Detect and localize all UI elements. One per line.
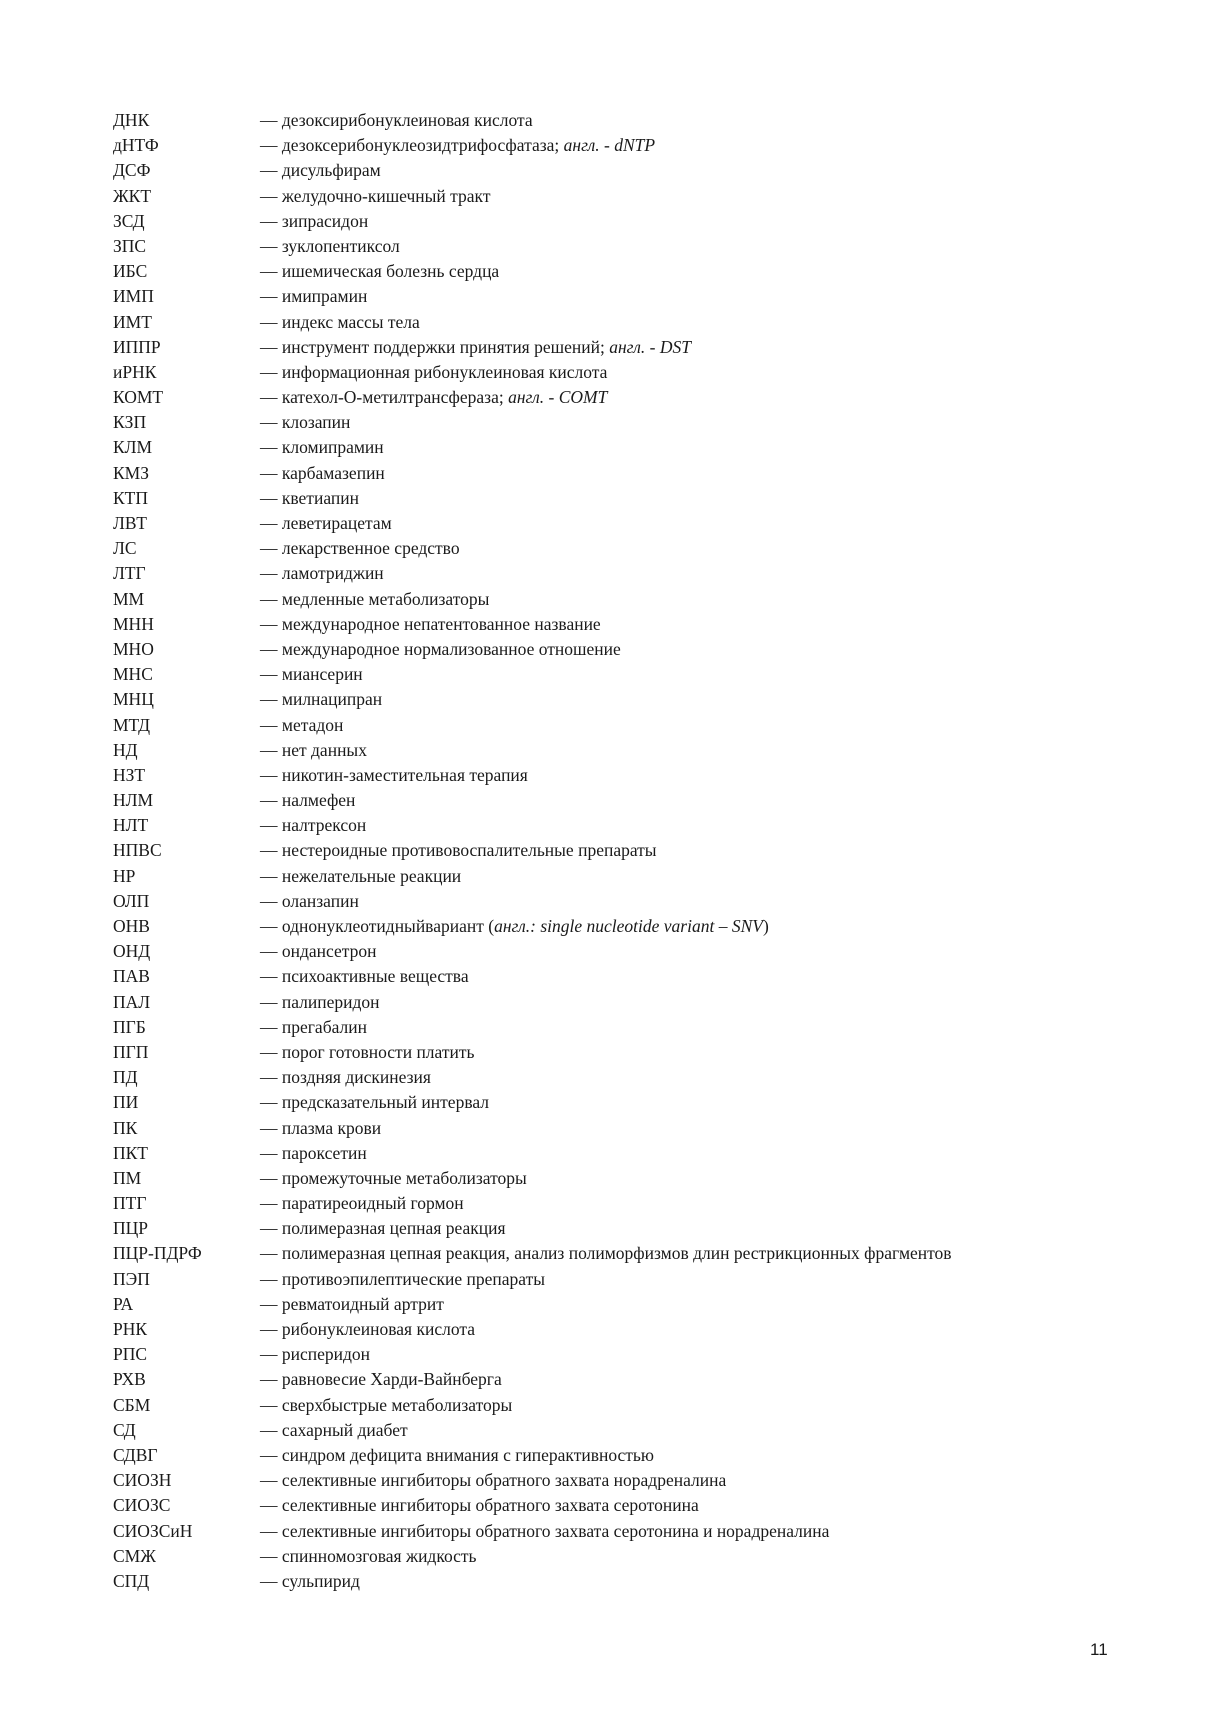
abbreviation-entry	[113, 360, 1113, 385]
abbreviation: ПЦР	[113, 1218, 149, 1239]
definition-text: — однонуклеотидныйвариант (	[260, 916, 495, 936]
definition-text: — психоактивные вещества	[260, 966, 469, 987]
definition-text: — пароксетин	[260, 1142, 367, 1163]
abbreviation-entry	[113, 435, 1113, 460]
definition-text: — индекс массы тела	[260, 311, 420, 332]
abbreviation-entry	[113, 990, 1113, 1015]
definition	[260, 1443, 654, 1468]
abbreviation-entry	[113, 1040, 1113, 1065]
abbreviation: ММ	[113, 588, 145, 609]
definition	[260, 864, 461, 889]
abbreviation: НЛМ	[113, 790, 154, 811]
definition	[260, 1468, 726, 1493]
definition	[260, 561, 384, 586]
definition	[260, 385, 607, 410]
definition-text: — клозапин	[260, 412, 351, 433]
abbreviation-entry	[113, 713, 1113, 738]
definition	[260, 1116, 381, 1141]
abbreviation-entry	[113, 184, 1113, 209]
abbreviation: НЛТ	[113, 815, 149, 836]
abbreviation-entry	[113, 108, 1113, 133]
definition	[260, 461, 385, 486]
abbreviation-entry	[113, 788, 1113, 813]
definition-text: — промежуточные метаболизаторы	[260, 1167, 527, 1188]
abbreviation: НР	[113, 865, 136, 886]
definition	[260, 939, 377, 964]
abbreviation-entry	[113, 687, 1113, 712]
definition-text: — порог готовности платить	[260, 1041, 475, 1062]
definition	[260, 234, 400, 259]
definition-text: — полимеразная цепная реакция, анализ полиморфизмов длин рестрикционных фрагментов	[260, 1243, 952, 1264]
abbreviation: МНО	[113, 638, 154, 659]
definition-text: — международное нормализованное отношение	[260, 638, 621, 659]
definition	[260, 1544, 477, 1569]
definition	[260, 662, 363, 687]
abbreviation-entry	[113, 587, 1113, 612]
abbreviation-entry	[113, 1367, 1113, 1392]
abbreviation-entry	[113, 385, 1113, 410]
abbreviation-entry	[113, 1141, 1113, 1166]
definition	[260, 360, 607, 385]
abbreviation: НД	[113, 739, 138, 760]
abbreviation: СДВГ	[113, 1444, 158, 1465]
abbreviation: ПЦР-ПДРФ	[113, 1243, 202, 1264]
definition	[260, 1141, 367, 1166]
definition	[260, 1519, 829, 1544]
abbreviation-entry	[113, 410, 1113, 435]
abbreviation: КМЗ	[113, 462, 149, 483]
definition	[260, 435, 384, 460]
abbreviation: ИМП	[113, 286, 154, 307]
abbreviation: ЗСД	[113, 210, 145, 231]
abbreviation: ПАВ	[113, 966, 150, 987]
abbreviation-entry	[113, 939, 1113, 964]
definition	[260, 1241, 952, 1266]
definition-text: — дезоксерибонуклеозидтрифосфатаза;	[260, 135, 564, 156]
abbreviation-entry	[113, 284, 1113, 309]
abbreviation: ЖКТ	[113, 185, 152, 206]
definition-text: — медленные метаболизаторы	[260, 588, 490, 609]
definition	[260, 536, 460, 561]
abbreviation: СИОЗСиН	[113, 1520, 193, 1541]
abbreviation-entry	[113, 738, 1113, 763]
abbreviation-entry	[113, 1216, 1113, 1241]
definition	[260, 763, 528, 788]
definition-text: — никотин-заместительная терапия	[260, 764, 528, 785]
definition-text: — сверхбыстрые метаболизаторы	[260, 1394, 513, 1415]
abbreviation: ИППР	[113, 336, 161, 357]
definition-text: — зипрасидон	[260, 210, 369, 231]
definition-text: — зуклопентиксол	[260, 235, 400, 256]
abbreviation: ИБС	[113, 261, 148, 282]
definition-text: — леветирацетам	[260, 513, 392, 533]
definition-text: — международное непатентованное название	[260, 613, 601, 634]
definition	[260, 813, 366, 838]
abbreviation: НПВС	[113, 840, 162, 861]
definition	[260, 990, 380, 1015]
abbreviation-entry	[113, 1191, 1113, 1216]
definition	[260, 687, 382, 712]
definition-text: — селективные ингибиторы обратного захвата серотонина	[260, 1495, 699, 1516]
abbreviation-entry	[113, 763, 1113, 788]
abbreviation-entry	[113, 612, 1113, 637]
definition-text: — нестероидные противовоспалительные препараты	[260, 840, 657, 861]
english-equivalent: англ. - dNTP	[563, 135, 656, 156]
abbreviation-entry	[113, 158, 1113, 183]
abbreviation: ИМТ	[113, 311, 152, 332]
abbreviation: РПС	[113, 1344, 148, 1365]
definition-text: — сахарный диабет	[260, 1419, 408, 1440]
abbreviation-entry	[113, 133, 1113, 158]
abbreviation: РХВ	[113, 1369, 146, 1390]
abbreviation-entry	[113, 1241, 1113, 1266]
abbreviation: МНС	[113, 664, 153, 685]
abbreviation-entry	[113, 662, 1113, 687]
definition	[260, 1569, 360, 1594]
definition	[260, 1292, 444, 1317]
abbreviation-entry	[113, 964, 1113, 989]
definition	[260, 1090, 489, 1115]
abbreviation-list	[113, 108, 1113, 1594]
abbreviation: ПИ	[113, 1092, 139, 1113]
definition	[260, 637, 621, 662]
definition	[260, 1393, 512, 1418]
abbreviation-entry	[113, 1065, 1113, 1090]
definition-text: — палиперидон	[260, 991, 380, 1012]
definition-text: — ондансетрон	[260, 941, 377, 962]
abbreviation: дНТФ	[113, 135, 159, 156]
definition	[260, 1015, 367, 1040]
definition	[260, 511, 392, 536]
definition	[260, 310, 420, 335]
definition	[260, 335, 691, 360]
definition-text: — противоэпилептические препараты	[260, 1268, 546, 1289]
definition-text: — милнаципран	[260, 689, 383, 710]
abbreviation-entry	[113, 1443, 1113, 1468]
abbreviation-entry	[113, 1393, 1113, 1418]
abbreviation: РА	[113, 1293, 134, 1314]
abbreviation-entry	[113, 234, 1113, 259]
definition-text: — нежелательные реакции	[260, 865, 462, 886]
definition-text: — нет данных	[260, 739, 367, 760]
english-equivalent: англ. - DST	[609, 336, 691, 357]
abbreviation-entry	[113, 310, 1113, 335]
abbreviation: ПКТ	[113, 1142, 148, 1163]
definition	[260, 1493, 699, 1518]
definition-text: — кветиапин	[260, 487, 359, 508]
definition	[260, 1367, 502, 1392]
abbreviation: иРНК	[113, 361, 157, 382]
abbreviation-entry	[113, 1292, 1113, 1317]
abbreviation-entry	[113, 536, 1113, 561]
abbreviation-entry	[113, 1544, 1113, 1569]
definition-text: — лекарственное средство	[260, 538, 460, 559]
abbreviation-entry	[113, 1166, 1113, 1191]
definition-text: — имипрамин	[260, 286, 368, 307]
definition	[260, 738, 367, 763]
abbreviation: ПГП	[113, 1041, 149, 1062]
abbreviation: СИОЗН	[113, 1470, 172, 1491]
definition-text: — дисульфирам	[260, 160, 381, 181]
page-number: 11	[1090, 1640, 1108, 1659]
abbreviation-entry	[113, 209, 1113, 234]
abbreviation-entry	[113, 1090, 1113, 1115]
definition	[260, 259, 499, 284]
definition	[260, 1040, 475, 1065]
english-equivalent: англ. - COMT	[508, 387, 608, 408]
definition	[260, 108, 533, 133]
definition	[260, 486, 359, 511]
definition-text: — паратиреоидный гормон	[260, 1193, 464, 1214]
abbreviation: СМЖ	[113, 1545, 156, 1566]
definition	[260, 713, 343, 738]
definition-text: — синдром дефицита внимания с гиперактивностью	[260, 1444, 654, 1465]
definition	[260, 184, 490, 209]
definition	[260, 410, 350, 435]
definition-text: — налмефен	[260, 790, 356, 811]
abbreviation-entry	[113, 864, 1113, 889]
abbreviation: ЛС	[113, 538, 137, 559]
definition-text: — инструмент поддержки принятия решений;	[260, 336, 610, 357]
abbreviation-entry	[113, 461, 1113, 486]
abbreviation-entry	[113, 1116, 1113, 1141]
abbreviation: ОЛП	[113, 890, 150, 911]
definition-text: — дезоксирибонуклеиновая кислота	[260, 110, 533, 130]
abbreviation-entry	[113, 1418, 1113, 1443]
abbreviation: ПМ	[113, 1167, 142, 1188]
definition-text: — ревматоидный артрит	[260, 1293, 444, 1314]
abbreviation: МТД	[113, 714, 151, 735]
definition	[260, 1418, 408, 1443]
abbreviation: ОНВ	[113, 916, 150, 936]
abbreviation: КТП	[113, 487, 148, 508]
definition-text: — миансерин	[260, 664, 363, 685]
definition	[260, 838, 657, 863]
definition-text: — информационная рибонуклеиновая кислота	[260, 361, 608, 382]
abbreviation: СД	[113, 1419, 136, 1440]
abbreviation: МНЦ	[113, 689, 154, 710]
abbreviation: ПД	[113, 1067, 138, 1088]
definition	[260, 133, 655, 158]
definition	[260, 587, 489, 612]
abbreviation-entry	[113, 561, 1113, 586]
definition-text: — метадон	[260, 714, 344, 735]
abbreviation: ЛТГ	[113, 563, 146, 584]
definition-text: — оланзапин	[260, 890, 359, 911]
definition-text: — ламотриджин	[260, 563, 384, 584]
definition	[260, 209, 368, 234]
definition	[260, 964, 469, 989]
definition-text: — предсказательный интервал	[260, 1092, 490, 1113]
abbreviation: НЗТ	[113, 764, 146, 785]
abbreviation: ПАЛ	[113, 991, 151, 1012]
definition-text: — ишемическая болезнь сердца	[260, 261, 500, 282]
abbreviation-entry	[113, 511, 1113, 536]
definition-text: — спинномозговая жидкость	[260, 1545, 477, 1566]
definition-text: — равновесие Харди-Вайнберга	[260, 1369, 502, 1390]
definition	[260, 1342, 370, 1367]
abbreviation: СПД	[113, 1570, 150, 1591]
definition	[260, 914, 769, 939]
abbreviation: ЛВТ	[113, 513, 148, 533]
abbreviation: СБМ	[113, 1394, 151, 1415]
definition	[260, 889, 359, 914]
abbreviation-entry	[113, 259, 1113, 284]
abbreviation-entry	[113, 1468, 1113, 1493]
definition	[260, 1216, 506, 1241]
abbreviation-entry	[113, 1493, 1113, 1518]
definition	[260, 1065, 431, 1090]
abbreviation-entry	[113, 1519, 1113, 1544]
definition	[260, 1166, 527, 1191]
definition	[260, 1267, 545, 1292]
definition-text: — поздняя дискинезия	[260, 1067, 431, 1088]
definition-text: — полимеразная цепная реакция	[260, 1218, 506, 1239]
abbreviation: ОНД	[113, 941, 151, 962]
abbreviation: ДНК	[113, 110, 150, 130]
definition	[260, 284, 367, 309]
abbreviation-entry	[113, 914, 1113, 939]
definition-text: — селективные ингибиторы обратного захвата серотонина и норадреналина	[260, 1520, 830, 1541]
abbreviation: КЛМ	[113, 437, 153, 458]
definition-text: — плазма крови	[260, 1117, 382, 1138]
closing-parenthesis: )	[762, 916, 769, 936]
abbreviation: КОМТ	[113, 387, 164, 408]
abbreviation-entry	[113, 335, 1113, 360]
abbreviation: КЗП	[113, 412, 147, 433]
abbreviation-entry	[113, 1317, 1113, 1342]
abbreviation-entry	[113, 813, 1113, 838]
abbreviation: РНК	[113, 1319, 148, 1339]
abbreviation: ПГБ	[113, 1016, 146, 1037]
definition	[260, 788, 355, 813]
abbreviation: ПТГ	[113, 1193, 147, 1214]
definition	[260, 1317, 475, 1342]
abbreviation: ДСФ	[113, 160, 151, 181]
abbreviation: ПЭП	[113, 1268, 150, 1289]
english-equivalent: англ.: single nucleotide variant – SNV	[494, 916, 763, 936]
abbreviation: ПК	[113, 1117, 138, 1138]
abbreviation-entry	[113, 889, 1113, 914]
abbreviation-entry	[113, 1569, 1113, 1594]
definition-text: — карбамазепин	[260, 462, 385, 483]
definition-text: — селективные ингибиторы обратного захвата норадреналина	[260, 1470, 727, 1491]
definition-text: — катехол-О-метилтрансфераза;	[260, 387, 509, 408]
abbreviation-entry	[113, 1267, 1113, 1292]
abbreviation-entry	[113, 637, 1113, 662]
definition	[260, 612, 601, 637]
definition-text: — прегабалин	[260, 1016, 367, 1037]
definition-text: — налтрексон	[260, 815, 367, 836]
abbreviation: ЗПС	[113, 235, 147, 256]
abbreviation-entry	[113, 486, 1113, 511]
abbreviation-entry	[113, 1015, 1113, 1040]
abbreviation-entry	[113, 838, 1113, 863]
definition	[260, 1191, 464, 1216]
definition-text: — рисперидон	[260, 1344, 371, 1365]
definition	[260, 158, 381, 183]
abbreviation: СИОЗС	[113, 1495, 171, 1516]
abbreviation-entry	[113, 1342, 1113, 1367]
abbreviation: МНН	[113, 613, 154, 634]
definition-text: — желудочно-кишечный тракт	[260, 185, 491, 206]
definition-text: — сульпирид	[260, 1570, 360, 1591]
definition-text: — кломипрамин	[260, 437, 384, 458]
definition-text: — рибонуклеиновая кислота	[260, 1319, 475, 1339]
